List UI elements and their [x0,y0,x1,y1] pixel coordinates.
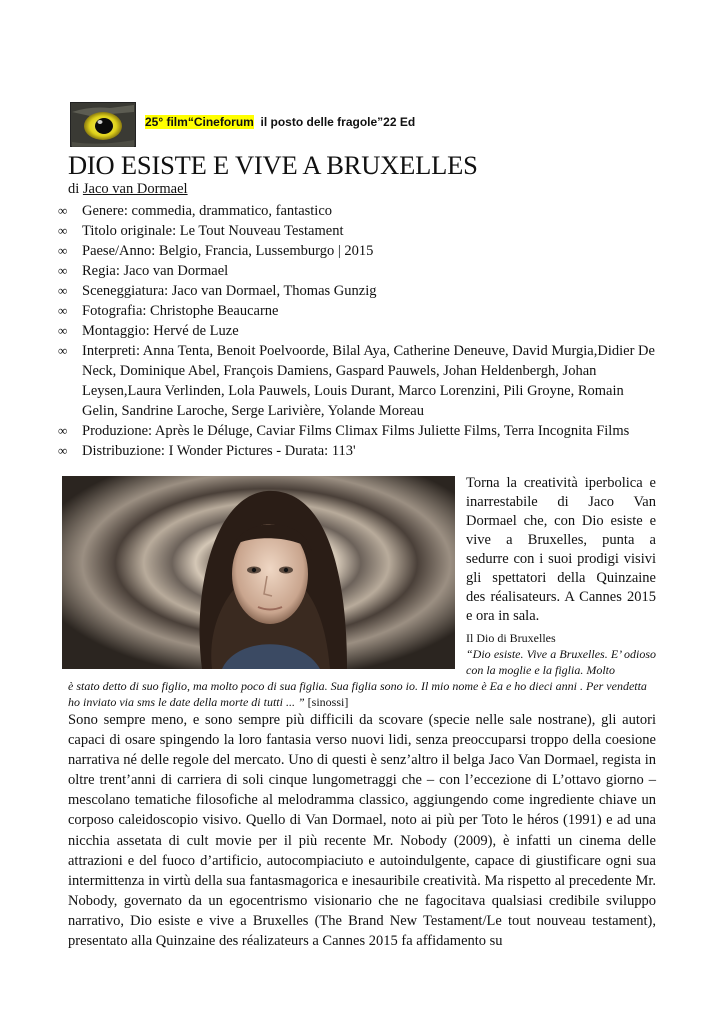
intro-paragraph: Torna la creatività iperbolica e inarrestabile di Jaco Van Dormael che, con Dio esiste e vive a Bruxelles, punta a sedurre con i suoi prodigi visivi gli spettatori della Quinzaine des réalisateurs. A Cannes 2015 e ora in sala. [466,475,656,624]
eye-logo-icon [70,102,136,147]
director-line [68,181,188,198]
header-highlight: 25° film“Cineforum [145,115,254,129]
infinity-bullet-icon: ∞ [58,423,68,438]
infinity-bullet-icon: ∞ [58,443,68,458]
infinity-bullet-icon: ∞ [58,203,68,218]
list-item: ∞ Genere: commedia, drammatico, fantastico [58,203,333,219]
list-item: ∞ Fotografia: Christophe Beaucarne [58,303,279,319]
synopsis-quote-text: è stato detto di suo figlio, ma molto poco di sua figlia. Sua figlia sono io. Il mio nome è Ea e ho dieci anni . Per vendetta ho inviato via sms le date della morte di tutti ... ” [68,679,647,709]
list-item: ∞ Sceneggiatura: Jaco van Dormael, Thomas Gunzig [58,283,377,299]
list-item: ∞ Regia: Jaco van Dormael [58,263,229,279]
synopsis-quote-start: “Dio esiste. Vive a Bruxelles. E’ odioso con la moglie e la figlia. Molto [466,647,656,677]
cineforum-header [145,115,415,129]
infinity-bullet-icon: ∞ [58,283,68,298]
synopsis-heading: Il Dio di Bruxelles [466,631,556,645]
review-body-paragraph: Sono sempre meno, e sono sempre più difficili da scovare (specie nelle sale nostrane), gli autori capaci di osare spingendo la loro fantasia verso nuovi lidi, senza preoccuparsi troppo della coesione narrativa né delle regole del mercato. Uno di questi è senz’altro il belga Jaco Van Dormael, regista in oltre trent’anni di carriera di soli cinque lungometraggi che – con l’eccezione di L’ottavo giorno – mescolano tematiche filosofiche al melodramma classico, aggiungendo come ingrediente chiave un corposo caleidoscopio visivo. Quello di Van Dormael, noto ai più per Toto le héros (1991) e ad una nicchia assetata di cult movie per il più recente Mr. Nobody (2009), è infatti un cinema delle attrazioni e del fuoco d’artificio, autocompiaciuto e autoindulgente, capace di giustificare ogni sua intermittenza in virtù della sua fantasmagorica e inesauribile creatività. Ma rispetto al precedente Mr. Nobody, governato da un egocentrismo visionario che ne fagocitava qualsiasi credibile sviluppo narrativo, Dio esiste e vive a Bruxelles (The Brand New Testament/Le tout nouveau testament), presentato alla Quinzaine des réalizateurs a Cannes 2015 fa affidamento su [68,712,656,950]
infinity-bullet-icon: ∞ [58,223,68,238]
page-title: DIO ESISTE E VIVE A BRUXELLES [68,150,478,180]
list-item: ∞ Produzione: Après le Déluge, Caviar Films Climax Films Juliette Films, Terra Incognita Films [58,423,630,439]
film-still-image [62,476,455,669]
list-item: ∞ Montaggio: Hervé de Luze [58,323,239,339]
synopsis-tag: [sinossi] [307,695,349,709]
infinity-bullet-icon: ∞ [58,263,68,278]
list-item: ∞ Interpreti: Anna Tenta, Benoit Poelvoorde, Bilal Aya, Catherine Deneuve, David Murgia,Didier De Neck, Dominique Abel, François Damiens, Gaspard Pauwels, Johan Heldenbergh, Johan Leysen,Laura Verlinden, Lola Pauwels, Louis Durant, Marco Lorenzini, Pili Groyne, Romain Gelin, Sandrine Laroche, Serge Larivière, Yolande Moreau [58,343,655,419]
infinity-bullet-icon: ∞ [58,343,68,358]
director-prefix: di [68,181,80,197]
header-rest: il posto delle fragole”22 Ed [260,115,416,129]
infinity-bullet-icon: ∞ [58,323,68,338]
synopsis-quote-continuation [68,678,656,710]
infinity-bullet-icon: ∞ [58,303,68,318]
infinity-bullet-icon: ∞ [58,243,68,258]
list-item: ∞ Paese/Anno: Belgio, Francia, Lussemburgo | 2015 [58,243,374,259]
list-item: ∞ Titolo originale: Le Tout Nouveau Testament [58,223,344,239]
film-details-list [58,201,658,461]
list-item: ∞ Distribuzione: I Wonder Pictures - Durata: 113' [58,443,356,459]
director-link[interactable]: Jaco van Dormael [82,181,188,197]
